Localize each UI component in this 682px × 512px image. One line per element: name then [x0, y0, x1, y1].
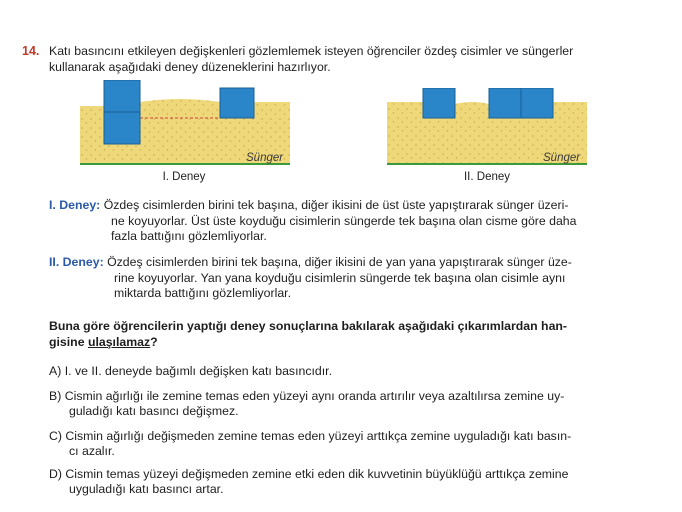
option-text: B) Cismin ağırlığı ile zemine temas eden yüzeyi aynı oranda artırılır veya azaltılırsa zemine uy- — [49, 389, 565, 403]
block-left — [489, 88, 521, 118]
experiment-1-label: I. Deney: — [49, 198, 101, 212]
option-c[interactable] — [49, 429, 571, 459]
block-single — [220, 88, 254, 118]
desc-line: rine koyuyorlar. Yan yana koyduğu cisimlerin süngerde tek başına olan cisimle aynı — [114, 270, 566, 285]
question-prompt — [49, 318, 567, 350]
stem-line: kullanarak aşağıdaki deney düzeneklerini hazırlıyor. — [49, 60, 331, 74]
desc-line: miktarda battığını gözlemliyorlar. — [114, 286, 292, 300]
desc-line: fazla battığını gözlemliyorlar. — [111, 229, 267, 243]
sponge-label: Sünger — [246, 152, 284, 164]
option-text: D) Cismin temas yüzeyi değişmeden zemine etki eden dik kuvvetinin büyüklüğü arttıkça zemine — [49, 467, 569, 481]
block-bottom — [104, 112, 140, 144]
stem-line: Katı basıncını etkileyen değişkenleri gözlemlemek isteyen öğrenciler özdeş cisimler ve süngerler — [49, 44, 574, 58]
option-text: guladığı katı basıncı değişmez. — [69, 404, 239, 418]
desc-line: Özdeş cisimlerden birini tek başına, diğer ikisini de üst üste yapıştırarak sünger üzeri- — [103, 198, 569, 212]
figure-2-caption: II. Deney — [463, 171, 511, 183]
figure-1-caption: I. Deney — [162, 171, 206, 183]
sponge-label: Sünger — [543, 152, 581, 164]
desc-line: ne koyuyorlar. Üst üste koyduğu cisimlerin süngerde tek başına olan cisme göre daha — [111, 213, 577, 228]
option-text: uyguladığı katı basıncı artar. — [69, 482, 224, 496]
option-b[interactable] — [49, 389, 564, 419]
prompt-line: Buna göre öğrencilerin yaptığı deney sonuçlarına bakılarak aşağıdaki çıkarımlardan han- — [49, 319, 568, 333]
negation-keyword: ulaşılamaz — [87, 335, 151, 349]
experiment-2-description — [49, 255, 572, 302]
experiment-1-figure — [80, 80, 290, 170]
block-top — [104, 80, 140, 112]
question-stem — [49, 43, 649, 75]
block-right — [521, 88, 553, 118]
option-d[interactable] — [49, 467, 568, 497]
option-text: cı azalır. — [69, 444, 115, 458]
experiment-1-description — [49, 198, 577, 245]
experiment-2-label: II. Deney: — [49, 255, 104, 269]
prompt-text: gisine — [49, 335, 88, 349]
option-a[interactable] — [49, 364, 332, 379]
question-number: 14. — [22, 44, 40, 58]
block-single — [423, 88, 455, 118]
option-text: C) Cismin ağırlığı değişmeden zemine temas eden yüzeyi arttıkça zemine uyguladığı katı basın- — [49, 429, 572, 443]
experiment-2-figure — [387, 88, 587, 170]
prompt-text: ? — [150, 335, 158, 349]
option-text: A) I. ve II. deneyde bağımlı değişken katı basıncıdır. — [49, 364, 332, 378]
desc-line: Özdeş cisimlerden birini tek başına, diğer ikisini de yan yana yapıştırarak sünger üze- — [107, 255, 572, 269]
